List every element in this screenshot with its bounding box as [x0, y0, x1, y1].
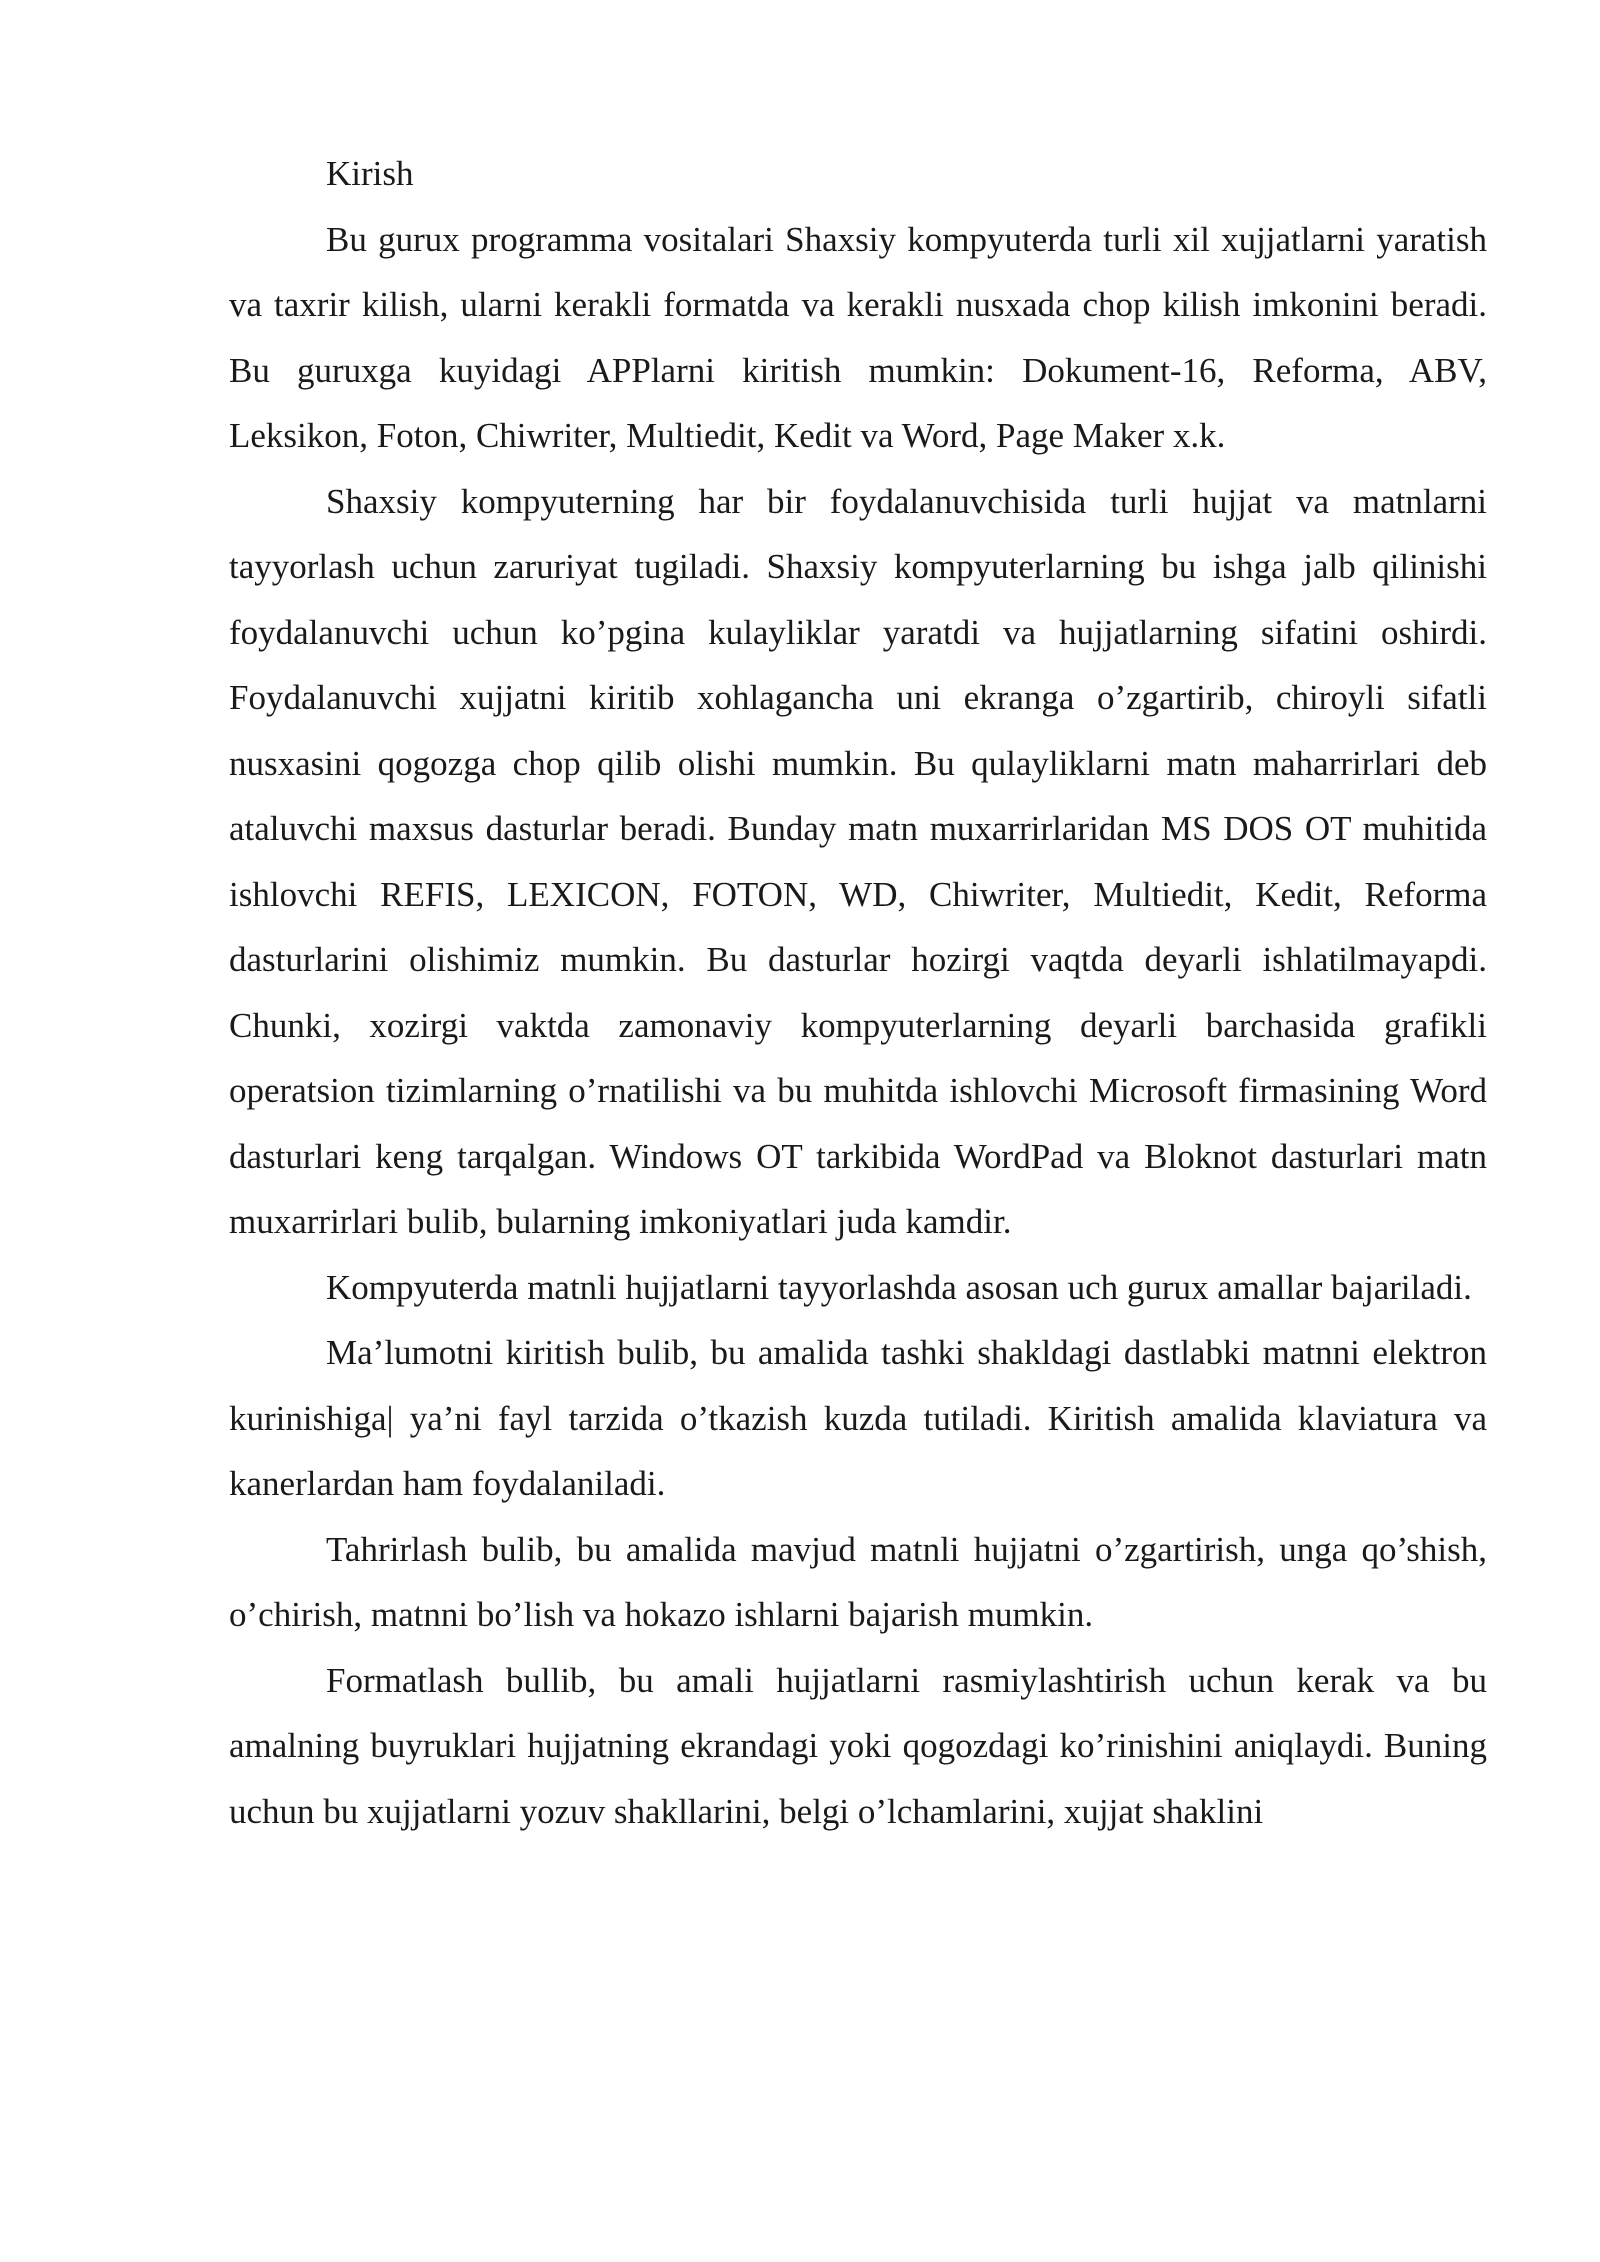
paragraph-editing: Tahrirlash bulib, bu amalida mavjud matnli hujjatni o’zgartirish, unga qo’shish, o’chirish, matnni bo’lish va hokazo ishlarni bajarish mumkin. [229, 1529, 1487, 1634]
paragraph-formatting: Formatlash bullib, bu amali hujjatlarni rasmiylashtirish uchun kerak va bu amalning buyruklari hujjatning ekrandagi yoki qogozdagi ko’rinishini aniqlaydi. Buning uchun bu xujjatlarni yozuv shakllarini, belgi o’lchamlarini, xujjat shaklini [229, 1660, 1487, 1831]
section-heading: Kirish [326, 154, 414, 193]
paragraph-intro: Bu gurux programma vositalari Shaxsiy kompyuterda turli xil xujjatlarni yaratish va taxrir kilish, ularni kerakli formatda va kerakli nusxada chop kilish imkonini beradi. Bu guruxga kuyidagi APPlarni kiritish mumkin: Dokument-16, Reforma, ABV, Leksikon, Foton, Chiwriter, Multiedit, Kedit va Word, Page Maker x.k. [229, 219, 1487, 455]
document-body [229, 141, 1487, 1844]
paragraph-operation-groups: Kompyuterda matnli hujjatlarni tayyorlashda asosan uch gurux amallar bajariladi. [326, 1267, 1472, 1307]
paragraph-data-input: Ma’lumotni kiritish bulib, bu amalida tashki shakldagi dastlabki matnni elektron kurinishiga| ya’ni fayl tarzida o’tkazish kuzda tutiladi. Kiritish amalida klaviatura va kanerlardan ham foydalaniladi. [229, 1333, 1487, 1503]
paragraph-text-editors: Shaxsiy kompyuterning har bir foydalanuvchisida turli hujjat va matnlarni tayyorlash uchun zaruriyat tugiladi. Shaxsiy kompyuterlarning bu ishga jalb qilinishi foydalanuvchi uchun ko’pgina kulayliklar yaratdi va hujjatlarning sifatini oshirdi. Foydalanuvchi xujjatni kiritib xohlagancha uni ekranga o’zgartirib, chiroyli sifatli nusxasini qogozga chop qilib olishi mumkin. Bu qulayliklarni matn maharrirlari deb ataluvchi maxsus dasturlar beradi. Bunday matn muxarrirlaridan MS DOS OT muhitida ishlovchi REFIS, LEXICON, FOTON, WD, Chiwriter, Multiedit, Kedit, Reforma dasturlarini olishimiz mumkin. Bu dasturlar hozirgi vaqtda deyarli ishlatilmayapdi. Chunki, xozirgi vaktda zamonaviy kompyuterlarning deyarli barchasida grafikli operatsion tizimlarning o’rnatilishi va bu muhitda ishlovchi Microsoft firmasining Word dasturlari keng tarqalgan. Windows OT tarkibida WordPad va Bloknot dasturlari matn muxarrirlari bulib, bularning imkoniyatlari juda kamdir. [229, 481, 1487, 1241]
